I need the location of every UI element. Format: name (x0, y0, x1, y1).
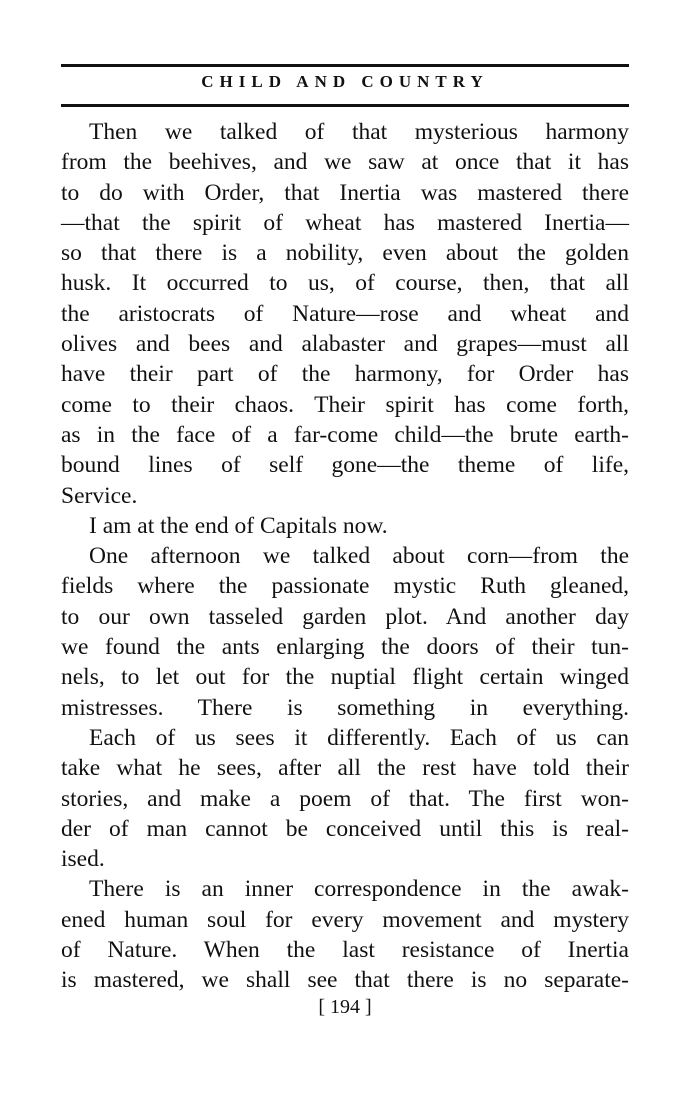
text-line: I am at the end of Capitals now. (89, 512, 388, 539)
text-line: olives and bees and alabaster and grapes—must all (61, 331, 629, 358)
text-line: der of man cannot be conceived until this is real- (61, 815, 629, 842)
running-head: CHILD AND COUNTRY (201, 72, 489, 91)
text-line: stories, and make a poem of that. The first won- (61, 785, 629, 812)
text-line: Then we talked of that mysterious harmony (89, 119, 629, 145)
text-line: husk. It occurred to us, of course, then, that all (61, 270, 629, 297)
text-line: bound lines of self gone—the theme of life, (61, 452, 629, 479)
header-rule-bottom (61, 104, 629, 107)
text-line: mistresses. There is something in everything. (61, 694, 629, 721)
body-text (61, 117, 629, 996)
text-line: ened human soul for every movement and mystery (61, 906, 629, 933)
text-line: fields where the passionate mystic Ruth gleaned, (61, 573, 629, 600)
text-line: is mastered, we shall see that there is no separate- (61, 967, 629, 994)
text-line: —that the spirit of wheat has mastered Inertia— (61, 209, 629, 236)
text-line: from the beehives, and we saw at once that it has (61, 149, 629, 176)
text-line: of Nature. When the last resistance of Inertia (61, 937, 629, 964)
text-line: One afternoon we talked about corn—from the (89, 543, 629, 570)
text-line: to do with Order, that Inertia was mastered there (61, 179, 629, 206)
text-line: come to their chaos. Their spirit has come forth, (61, 391, 629, 418)
text-line: Service. (61, 482, 138, 509)
text-line: nels, to let out for the nuptial flight certain winged (61, 664, 629, 691)
text-line: take what he sees, after all the rest have told their (61, 755, 629, 782)
text-line: the aristocrats of Nature—rose and wheat and (61, 300, 629, 327)
page-number: [ 194 ] (318, 996, 372, 1018)
text-line: as in the face of a far-come child—the brute earth- (61, 421, 629, 448)
text-line: so that there is a nobility, even about the golden (61, 240, 629, 267)
text-line: we found the ants enlarging the doors of their tun- (61, 634, 629, 661)
text-line: There is an inner correspondence in the awak- (89, 876, 629, 903)
text-line: Each of us sees it differently. Each of us can (89, 724, 629, 751)
text-line: to our own tasseled garden plot. And another day (61, 603, 629, 630)
text-line: ised. (61, 846, 105, 873)
text-line: have their part of the harmony, for Order has (61, 361, 629, 388)
header-rule-top (61, 64, 629, 67)
